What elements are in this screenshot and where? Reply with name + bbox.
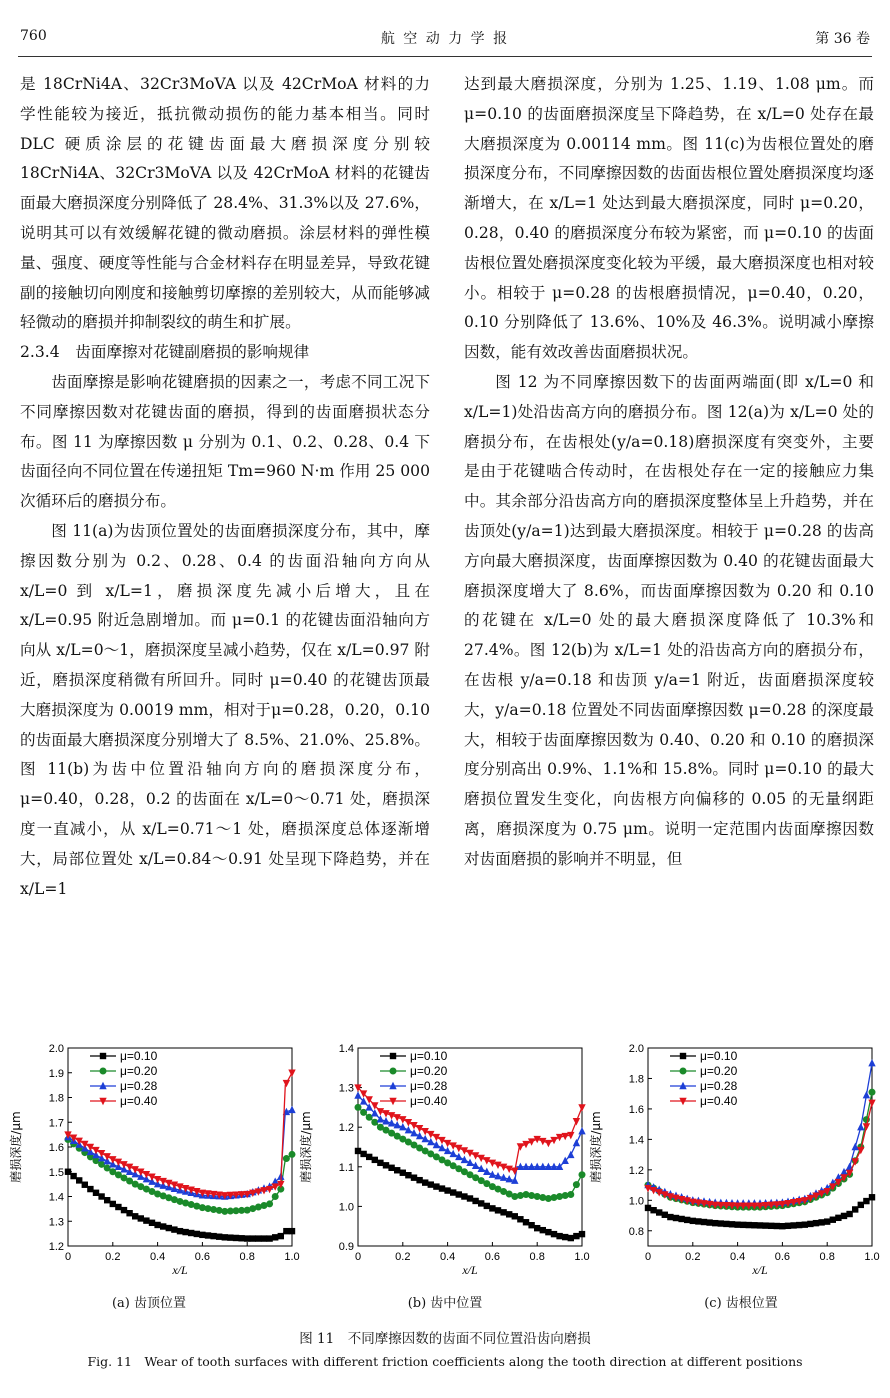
y-tick-label: 0.9 — [338, 1241, 354, 1253]
legend-marker — [680, 1053, 686, 1059]
data-point — [394, 1167, 400, 1173]
legend-label: μ=0.10 — [700, 1049, 738, 1063]
paragraph: 齿面摩擦是影响花键磨损的因素之一，考虑不同工况下不同摩擦因数对花键齿面的磨损，得到的齿面磨损状态分布。图 11 为摩擦因数 μ 分别为 0.1、0.2、0.28、0.4 下齿面径向不同位置在传递扭矩 Tm=960 N·m 作用 25 000 次循环后的磨损分布。 — [20, 372, 430, 511]
left-column — [20, 70, 430, 904]
data-point — [266, 1200, 273, 1207]
y-tick-label: 1.4 — [338, 1043, 354, 1055]
series-line — [68, 1073, 292, 1196]
data-point — [517, 1216, 523, 1222]
data-point — [93, 1190, 99, 1196]
data-point — [802, 1221, 808, 1227]
data-point — [852, 1206, 858, 1212]
data-point — [556, 1233, 562, 1239]
legend-label: μ=0.20 — [410, 1064, 448, 1078]
data-point — [511, 1168, 518, 1175]
series-line — [648, 1103, 872, 1206]
data-point — [545, 1140, 552, 1147]
y-tick-label: 1.3 — [338, 1082, 354, 1095]
y-tick-label: 1.3 — [48, 1216, 64, 1229]
data-point — [729, 1221, 735, 1227]
data-point — [450, 1189, 456, 1195]
legend-label: μ=0.28 — [700, 1079, 738, 1093]
data-point — [288, 1106, 295, 1113]
data-point — [377, 1160, 383, 1166]
data-point — [573, 1233, 579, 1239]
data-point — [87, 1186, 93, 1192]
data-point — [154, 1222, 160, 1228]
data-point — [160, 1223, 166, 1229]
data-point — [678, 1216, 684, 1222]
data-point — [718, 1220, 724, 1226]
right-column — [464, 70, 874, 875]
data-point — [250, 1235, 256, 1241]
data-point — [740, 1222, 746, 1228]
data-point — [104, 1197, 110, 1203]
data-point — [768, 1223, 774, 1229]
data-point — [261, 1235, 267, 1241]
data-point — [528, 1222, 534, 1228]
x-tick-label: 0.4 — [729, 1251, 746, 1263]
chart-panel-a — [6, 1040, 300, 1290]
data-point — [869, 1194, 875, 1200]
data-point — [383, 1162, 389, 1168]
data-point — [734, 1221, 740, 1227]
data-point — [132, 1213, 138, 1219]
data-point — [216, 1234, 222, 1240]
y-tick-label: 1.0 — [338, 1201, 354, 1214]
legend-label: μ=0.40 — [410, 1094, 448, 1108]
subcaption-b: (b) 齿中位置 — [407, 1296, 483, 1311]
data-point — [411, 1174, 417, 1180]
x-tick-label: 0.4 — [439, 1251, 456, 1263]
data-point — [205, 1232, 211, 1238]
data-point — [706, 1219, 712, 1225]
data-point — [166, 1225, 172, 1231]
data-point — [360, 1151, 366, 1157]
x-tick-label: 0.2 — [105, 1251, 121, 1263]
data-point — [138, 1215, 144, 1221]
y-tick-label: 2.0 — [48, 1043, 64, 1055]
data-point — [400, 1170, 406, 1176]
y-tick-label: 1.4 — [628, 1134, 644, 1147]
x-axis-label: x/L — [462, 1263, 478, 1277]
legend-label: μ=0.40 — [120, 1094, 158, 1108]
data-point — [272, 1193, 279, 1200]
data-point — [662, 1212, 668, 1218]
data-point — [115, 1204, 121, 1210]
data-point — [578, 1104, 585, 1111]
y-tick-label: 1.0 — [628, 1195, 644, 1208]
x-tick-label: 0 — [354, 1251, 362, 1263]
data-point — [578, 1127, 585, 1134]
data-point — [233, 1235, 239, 1241]
data-point — [517, 1143, 524, 1150]
data-point — [656, 1209, 662, 1215]
data-point — [868, 1059, 875, 1066]
series-3 — [644, 1100, 875, 1210]
x-tick-label: 0 — [644, 1251, 652, 1263]
data-point — [785, 1223, 791, 1229]
data-point — [506, 1211, 512, 1217]
chart-panel-c — [586, 1040, 880, 1290]
data-point — [439, 1185, 445, 1191]
subcaption-a: (a) 齿顶位置 — [111, 1296, 187, 1311]
figure-caption-cn: 图 11 不同摩擦因数的齿面不同位置沿齿向磨损 — [299, 1331, 591, 1347]
data-point — [846, 1211, 852, 1217]
data-point — [746, 1222, 752, 1228]
x-tick-label: 0 — [64, 1251, 72, 1263]
data-point — [779, 1223, 785, 1229]
data-point — [372, 1157, 378, 1163]
data-point — [723, 1221, 729, 1227]
data-point — [188, 1230, 194, 1236]
data-point — [467, 1195, 473, 1201]
data-point — [523, 1219, 529, 1225]
y-axis-label: 磨损深度/μm — [589, 1111, 603, 1183]
data-point — [813, 1220, 819, 1226]
data-point — [858, 1202, 864, 1208]
data-point — [283, 1080, 290, 1087]
data-point — [238, 1235, 244, 1241]
data-point — [289, 1151, 296, 1158]
x-tick-label: 0.8 — [529, 1251, 545, 1263]
data-point — [684, 1217, 690, 1223]
data-point — [869, 1089, 876, 1096]
y-tick-label: 1.5 — [48, 1166, 64, 1179]
data-point — [416, 1177, 422, 1183]
data-point — [227, 1234, 233, 1240]
data-point — [82, 1182, 88, 1188]
data-point — [65, 1169, 71, 1175]
data-point — [562, 1234, 568, 1240]
y-tick-label: 1.8 — [628, 1073, 644, 1086]
data-point — [540, 1227, 546, 1233]
data-point — [121, 1207, 127, 1213]
y-tick-label: 1.6 — [48, 1142, 64, 1154]
data-point — [149, 1220, 155, 1226]
data-point — [579, 1231, 585, 1237]
data-point — [143, 1217, 149, 1223]
legend-label: μ=0.20 — [120, 1064, 158, 1078]
data-point — [478, 1200, 484, 1206]
legend-label: μ=0.10 — [410, 1049, 448, 1063]
figure-caption-en: Fig. 11 Wear of tooth surfaces with different friction coefficients along the tooth direction at different positions — [87, 1354, 803, 1369]
data-point — [650, 1207, 656, 1213]
data-point — [428, 1181, 434, 1187]
y-tick-label: 1.7 — [48, 1117, 64, 1130]
paragraph: 达到最大磨损深度，分别为 1.25、1.19、1.08 μm。而 μ=0.10 的齿面磨损深度呈下降趋势，在 x/L=0 处存在最大磨损深度为 0.00114 mm。图 11(c)为齿根位置处的磨损深度分布，不同摩擦因数的齿面齿根位置处磨损深度均逐渐增大，在 x/L=1 处达到最大磨损深度，同时 μ=0.20，0.28，0.40 的磨损深度分布较为紧密，而 μ=0.10 的齿面齿根位置处磨损深度变化较为平缓，最大磨损深度也相对较小。相较于 μ=0.28 的齿根磨损情况，μ=0.40，0.20，0.10 分别降低了 13.6%、10%及 46.3%。说明减小摩擦因数，能有效改善齿面磨损状况。 — [464, 75, 874, 362]
data-point — [433, 1183, 439, 1189]
data-point — [824, 1218, 830, 1224]
data-point — [177, 1228, 183, 1234]
data-point — [512, 1213, 518, 1219]
x-tick-label: 1.0 — [864, 1251, 880, 1263]
data-point — [289, 1228, 295, 1234]
y-tick-label: 1.2 — [338, 1122, 354, 1135]
y-tick-label: 2.0 — [628, 1043, 644, 1055]
section-heading: 2.3.4 齿面摩擦对花键副磨损的影响规律 — [20, 343, 310, 362]
data-point — [573, 1181, 580, 1188]
data-point — [774, 1223, 780, 1229]
data-point — [567, 1191, 574, 1198]
data-point — [126, 1210, 132, 1216]
legend-label: μ=0.20 — [700, 1064, 738, 1078]
y-tick-label: 1.4 — [48, 1191, 64, 1204]
data-point — [545, 1229, 551, 1235]
paragraph: 图 12 为不同摩擦因数下的齿面两端面(即 x/L=0 和 x/L=1)处沿齿高方向的磨损分布。图 12(a)为 x/L=0 处的磨损分布，在齿根处(y/a=0.18)磨损深度有突变外，主要是由于花键啮合传动时，在齿根处存在一定的接触应力集中。其余部分沿齿高方向的磨损深度整体呈上升趋势，并在齿顶处(y/a=1)达到最大磨损深度。相较于 μ=0.28 的齿高方向最大磨损深度，齿面摩擦因数为 0.40 的花键齿面最大磨损深度增大了 8.6%，而齿面摩擦因数为 0.20 和 0.10 的花键在 x/L=0 处的最大磨损深度降低了 10.3%和 27.4%。图 12(b)为 x/L=1 处的沿齿高方向的磨损分布，在齿根 y/a=0.18 和齿顶 y/a=1 附近，齿面磨损深度较大，y/a=0.18 位置处不同齿面摩擦因数 μ=0.28 的深度最大，相较于齿面摩擦因数为 0.40、0.20 和 0.10 的磨损深度分别高出 0.9%、1.1%和 15.8%。同时 μ=0.10 的最大磨损位置发生变化，向齿根方向偏移的 0.05 的无量纲距离，磨损深度为 0.75 μm。说明一定范围内齿面摩擦因数对齿面磨损的影响并不明显，但 — [464, 372, 874, 868]
legend-label: μ=0.40 — [700, 1094, 738, 1108]
legend-marker — [390, 1053, 396, 1059]
y-tick-label: 1.8 — [48, 1092, 64, 1105]
data-point — [366, 1114, 373, 1121]
data-point — [355, 1148, 361, 1154]
y-tick-label: 1.2 — [628, 1164, 644, 1177]
data-point — [495, 1207, 501, 1213]
data-point — [199, 1232, 205, 1238]
data-point — [701, 1219, 707, 1225]
data-point — [244, 1235, 250, 1241]
data-point — [484, 1203, 490, 1209]
data-point — [841, 1213, 847, 1219]
chart-panel-b — [296, 1040, 590, 1290]
x-tick-label: 0.2 — [395, 1251, 411, 1263]
data-point — [830, 1217, 836, 1223]
subcaption-c: (c) 齿根位置 — [704, 1296, 778, 1311]
data-point — [645, 1205, 651, 1211]
data-point — [283, 1155, 290, 1162]
data-point — [222, 1234, 228, 1240]
data-point — [444, 1187, 450, 1193]
data-point — [354, 1091, 361, 1098]
x-tick-label: 0.6 — [194, 1251, 211, 1263]
data-point — [762, 1222, 768, 1228]
legend-label: μ=0.28 — [410, 1079, 448, 1093]
data-point — [573, 1118, 580, 1125]
y-tick-label: 0.8 — [628, 1225, 644, 1238]
x-tick-label: 1.0 — [574, 1251, 590, 1263]
data-point — [194, 1231, 200, 1237]
data-point — [171, 1226, 177, 1232]
data-point — [835, 1215, 841, 1221]
data-point — [667, 1214, 673, 1220]
y-tick-label: 1.6 — [628, 1103, 644, 1116]
data-point — [461, 1193, 467, 1199]
data-point — [272, 1234, 278, 1240]
y-tick-label: 1.9 — [48, 1067, 64, 1080]
data-point — [796, 1222, 802, 1228]
x-axis-label: x/L — [752, 1263, 768, 1277]
data-point — [790, 1222, 796, 1228]
volume-label: 第 36 卷 — [815, 31, 870, 47]
x-tick-label: 1.0 — [284, 1251, 300, 1263]
data-point — [489, 1205, 495, 1211]
data-point — [751, 1222, 757, 1228]
paragraph: 图 11(a)为齿顶位置处的齿面磨损深度分布，其中，摩擦因数分别为 0.2、0.28、0.4 的齿面沿轴向方向从 x/L=0 到 x/L=1，磨损深度先减小后增大，且在 x/L=0.95 附近急剧增加。而 μ=0.1 的花键齿面沿轴向方向从 x/L=0～1，磨损深度呈减小趋势，仅在 x/L=0.97 附近，磨损深度稍微有所回升。同时 μ=0.40 的花键齿顶最大磨损深度为 0.0019 mm，相对于μ=0.28，0.20，0.10 的齿面最大磨损深度分别增大了 8.5%、21.0%、25.8%。图 11(b)为齿中位置沿轴向方向的磨损深度分布，μ=0.40，0.28，0.2 的齿面在 x/L=0～0.71 处，磨损深度一直减小，从 x/L=0.71～1 处，磨损深度总体逐渐增大，局部位置处 x/L=0.84～0.91 处呈现下降趋势，并在 x/L=1 — [20, 521, 430, 898]
data-point — [182, 1229, 188, 1235]
data-point — [472, 1198, 478, 1204]
x-tick-label: 0.6 — [484, 1251, 501, 1263]
plot-frame — [68, 1048, 292, 1246]
data-point — [567, 1151, 574, 1158]
x-tick-label: 0.8 — [819, 1251, 835, 1263]
legend-label: μ=0.28 — [120, 1079, 158, 1093]
page-number: 760 — [20, 28, 47, 44]
data-point — [500, 1209, 506, 1215]
legend-marker — [390, 1068, 397, 1075]
series-line — [648, 1092, 872, 1207]
data-point — [98, 1193, 104, 1199]
data-point — [712, 1220, 718, 1226]
data-point — [278, 1233, 284, 1239]
legend-marker — [680, 1068, 687, 1075]
header-rule — [18, 56, 872, 57]
legend-marker — [100, 1053, 106, 1059]
data-point — [355, 1104, 362, 1111]
data-point — [673, 1215, 679, 1221]
data-point — [288, 1070, 295, 1077]
series-1 — [645, 1089, 876, 1211]
y-axis-label: 磨损深度/μm — [9, 1111, 23, 1183]
y-axis-label: 磨损深度/μm — [299, 1111, 313, 1183]
data-point — [456, 1191, 462, 1197]
data-point — [757, 1222, 763, 1228]
data-point — [573, 1139, 580, 1146]
data-point — [405, 1172, 411, 1178]
data-point — [579, 1171, 586, 1178]
y-tick-label: 1.1 — [338, 1161, 354, 1174]
x-tick-label: 0.2 — [685, 1251, 701, 1263]
series-3 — [64, 1070, 295, 1200]
data-point — [551, 1231, 557, 1237]
paragraph: 是 18CrNi4A、32Cr3MoVA 以及 42CrMoA 材料的力学性能较为接近，抵抗微动损伤的能力基本相当。同时 DLC 硬质涂层的花键齿面最大磨损深度分别较 18CrNi4A、32Cr3MoVA 以及 42CrMoA 材料的花键齿面最大磨损深度分别降低了 28.4%、31.3%以及 27.6%，说明其可以有效缓解花键的微动磨损。涂层材料的弹性模量、强度、硬度等性能与合金材料存在明显差异，导致花键副的接触切向刚度和接触剪切摩擦的差别较大，从而能够减轻微动的磨损并抑制裂纹的萌生和扩展。 — [20, 75, 430, 332]
x-tick-label: 0.8 — [239, 1251, 255, 1263]
x-tick-label: 0.6 — [774, 1251, 791, 1263]
data-point — [534, 1225, 540, 1231]
data-point — [690, 1218, 696, 1224]
data-point — [283, 1228, 289, 1234]
x-axis-label: x/L — [172, 1263, 188, 1277]
data-point — [695, 1218, 701, 1224]
data-point — [568, 1235, 574, 1241]
data-point — [76, 1177, 82, 1183]
x-tick-label: 0.4 — [149, 1251, 166, 1263]
data-point — [255, 1235, 261, 1241]
data-point — [266, 1235, 272, 1241]
journal-title: 航 空 动 力 学 报 — [380, 31, 510, 47]
data-point — [110, 1201, 116, 1207]
data-point — [422, 1179, 428, 1185]
data-point — [863, 1198, 869, 1204]
data-point — [366, 1154, 372, 1160]
y-tick-label: 1.2 — [48, 1241, 64, 1253]
legend-label: μ=0.10 — [120, 1049, 158, 1063]
data-point — [818, 1219, 824, 1225]
data-point — [807, 1221, 813, 1227]
data-point — [210, 1233, 216, 1239]
data-point — [70, 1173, 76, 1179]
data-point — [388, 1165, 394, 1171]
legend-marker — [100, 1068, 107, 1075]
